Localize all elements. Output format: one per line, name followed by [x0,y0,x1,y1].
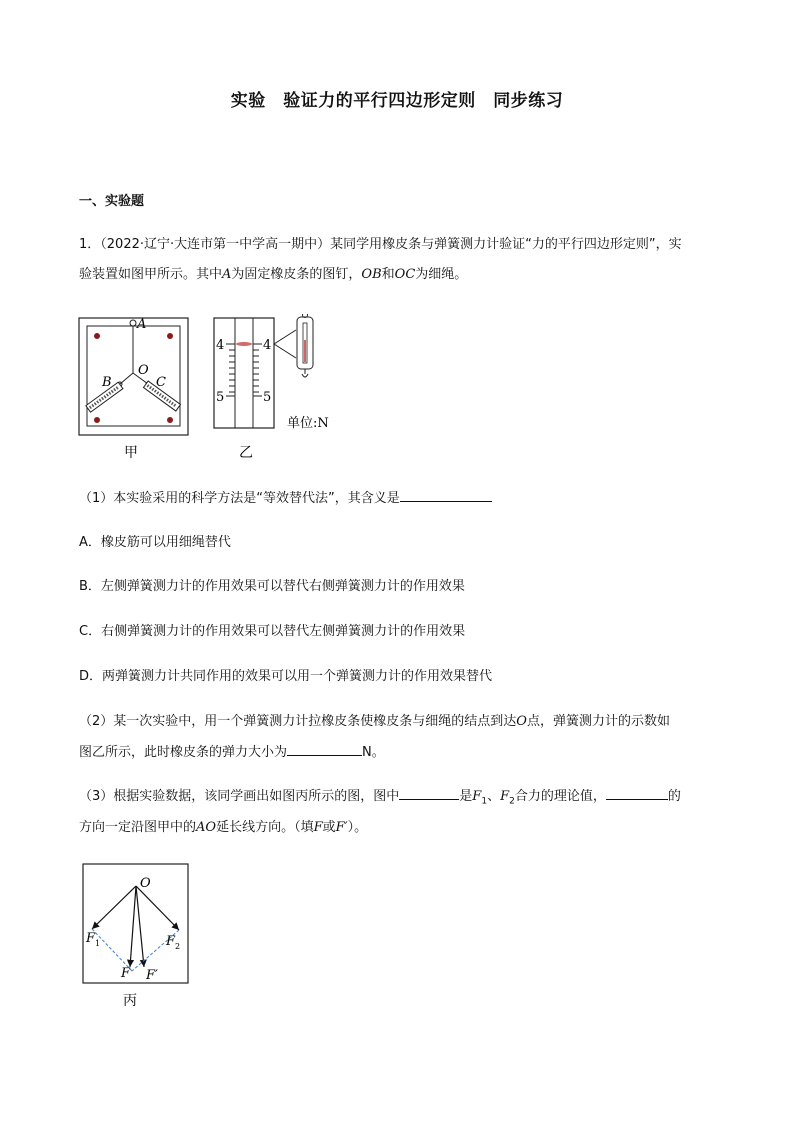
section-heading: 一、实验题 [79,194,145,209]
part3-text: ）。 [347,820,368,835]
part2-line-1 [79,710,670,729]
part3-text: 延长线方向。（填 [216,820,314,835]
option-d: D．两弹簧测力计共同作用的效果可以用一个弹簧测力计的作用效果替代 [79,669,493,684]
part2-text: 图乙所示，此时橡皮条的弹力大小为 [79,745,288,760]
tick-4-right: 4 [263,338,272,353]
var-oc: OC [394,267,416,282]
label-b: B [102,375,112,390]
part3-text: 或 [322,820,336,835]
var-f2: F [500,789,510,804]
tick-5-left: 5 [216,390,225,405]
part3-line-1 [79,785,681,807]
label-c: C [156,375,166,390]
caption-yi: 乙 [239,445,253,461]
stem-text: 为细绳。 [415,267,468,282]
part3-text: 合力的理论值， [514,789,606,804]
answer-blank-1[interactable] [400,489,492,502]
page-title: 实验 验证力的平行四边形定则 同步练习 [230,91,564,111]
var-ao: AO [196,820,217,835]
answer-blank-3[interactable] [399,787,459,800]
bing-sub-f2: 2 [175,942,181,951]
stem-text: 验装置如图甲所示。其中 [79,267,223,282]
bing-label-o: O [140,876,151,891]
var-o: O [516,714,527,729]
option-c: C．右侧弹簧测力计的作用效果可以替代左侧弹簧测力计的作用效果 [79,624,466,639]
figure-jia-yi [76,314,346,464]
vector-f1 [92,886,136,929]
option-b: B．左侧弹簧测力计的作用效果可以替代右侧弹簧测力计的作用效果 [79,579,465,594]
question-stem-a: 某同学用橡皮条与弹簧测力计验证“力的平行四边形定则”，实 [330,237,682,252]
tick-5-right: 5 [263,390,272,405]
question-1-line-1 [79,233,682,252]
part3-text: 、 [487,789,501,804]
part3-text: 方向一定沿图甲中的 [79,820,197,835]
bing-sub-f1: 1 [95,939,101,948]
question-source: （2022·辽宁·大连市第一中学高一期中） [100,237,331,252]
question-1-line-2 [79,263,467,282]
vector-f [130,886,136,967]
sub-1: 1 [481,796,488,807]
part2-text: N。 [362,745,385,760]
bing-label-f1: F [86,931,96,946]
part2-text: （2）某一次实验中，用一个弹簧测力计拉橡皮条使橡皮条与细绳的结点到达 [79,714,517,729]
figure-bing [82,863,192,1013]
sub-2: 2 [509,796,515,807]
stem-text: 和 [381,267,395,282]
caption-bing: 丙 [123,993,137,1009]
label-o: O [138,363,149,378]
answer-blank-4[interactable] [606,787,668,800]
figure-jia-board [79,317,188,435]
var-f-prime: F′ [335,820,348,835]
bing-label-f: F [121,966,131,981]
answer-blank-2[interactable] [287,743,362,756]
part3-text: 的 [667,789,681,804]
unit-label: 单位:N [287,416,329,431]
tick-4-left: 4 [216,338,225,353]
var-a: A [222,267,232,282]
var-f1: F [472,789,482,804]
figure-yi-gauge [214,314,329,431]
part1-question [79,487,492,506]
bing-label-f2: F [166,934,176,949]
part3-text: （3）根据实验数据，该同学画出如图丙所示的图，图中 [79,789,400,804]
question-number: 1． [79,237,101,252]
stem-text: 为固定橡皮条的图钉， [231,267,362,282]
label-a: A [137,317,147,332]
var-f: F [313,820,323,835]
var-ob: OB [361,267,382,282]
option-a: A．橡皮筋可以用细绳替代 [79,535,231,550]
vector-f-prime [136,886,144,967]
part2-text: 点，弹簧测力计的示数如 [526,714,670,729]
part2-line-2 [79,741,385,760]
caption-jia: 甲 [124,445,138,461]
part3-text: 是 [459,789,473,804]
part1-text: （1）本实验采用的科学方法是“等效替代法”，其含义是 [79,491,400,506]
part3-line-2 [79,816,367,835]
bing-label-f-prime: F′ [146,968,158,983]
vector-f2 [136,886,179,930]
